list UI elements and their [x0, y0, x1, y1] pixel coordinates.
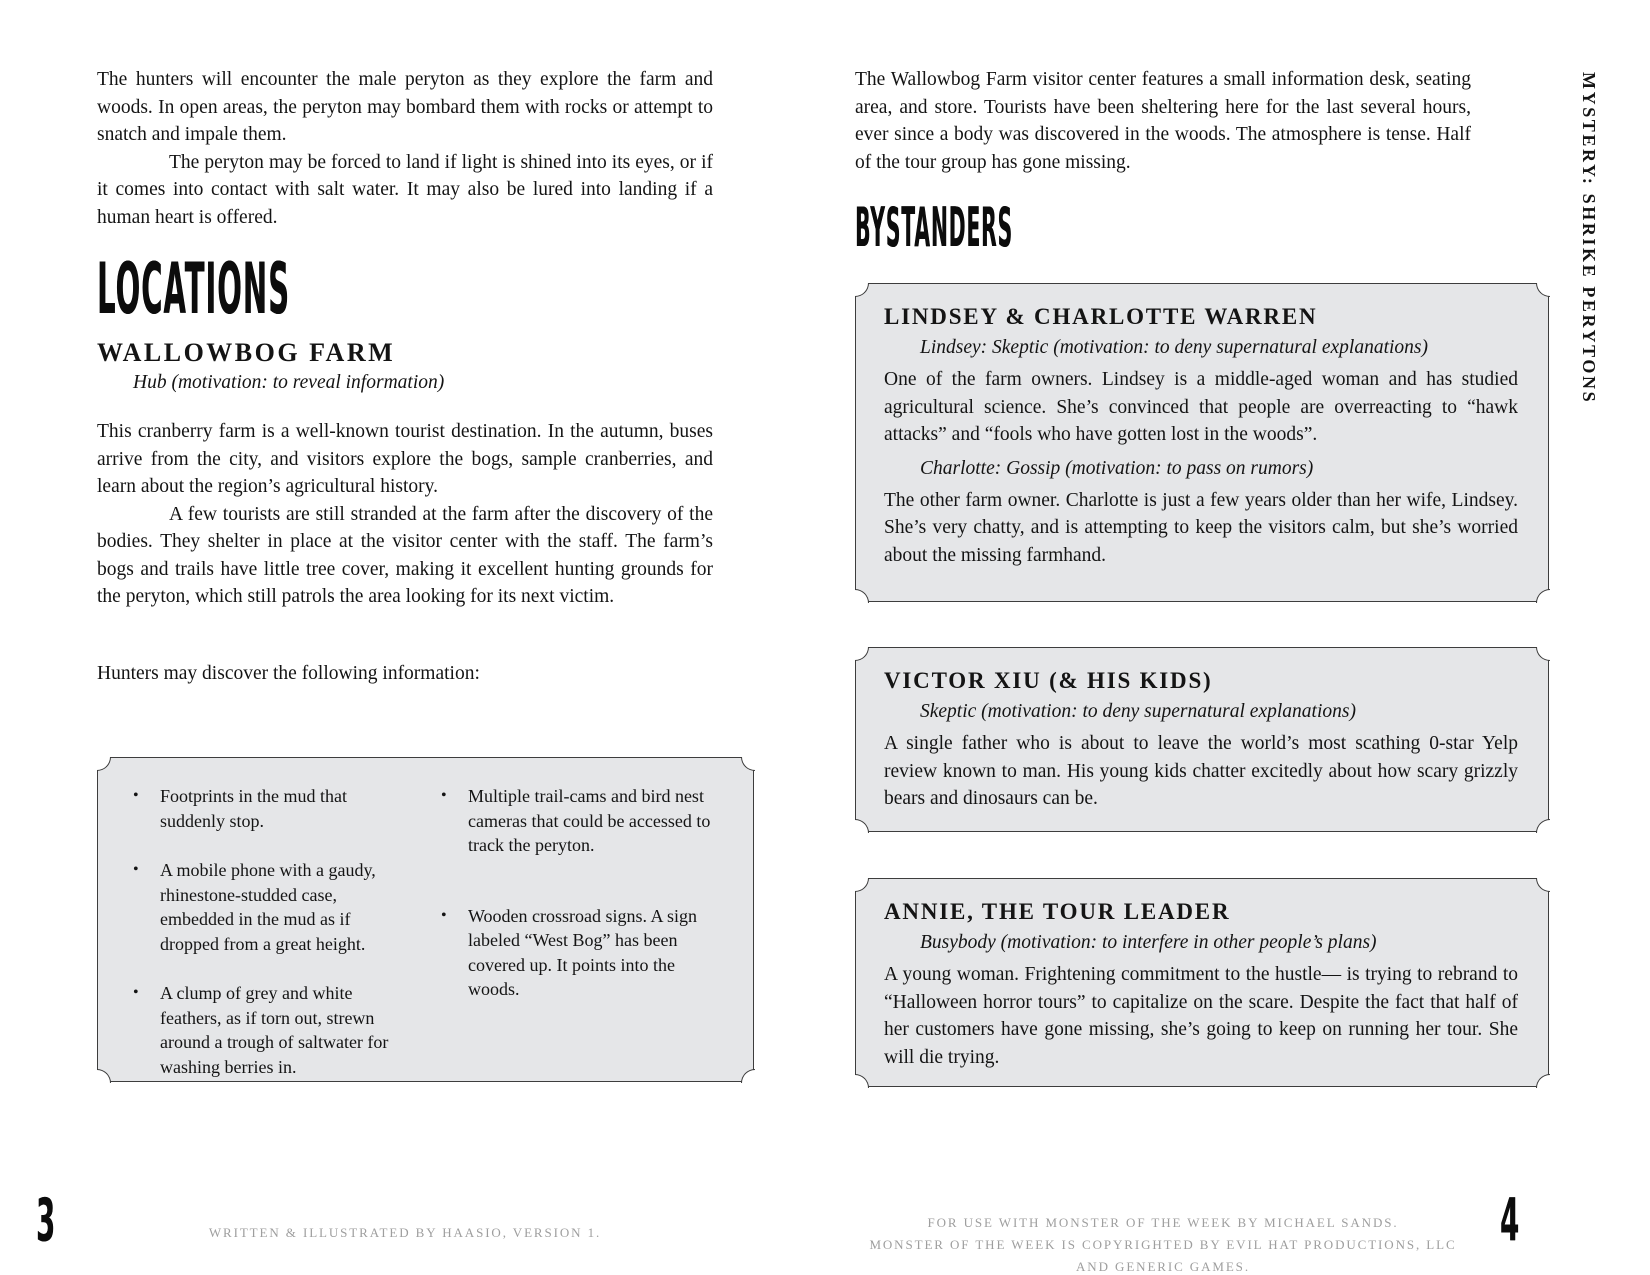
right-page-number-wrap — [1500, 1186, 1537, 1255]
bystanders-heading-wrap — [855, 195, 1214, 259]
bystander-description: A single father who is about to leave the world’s most scathing 0-star Yelp review known to man. His young kids chatter excitedly about how scary grizzly bears and dinosaurs can be. — [884, 733, 1518, 809]
right-footer — [855, 1212, 1471, 1275]
right-footer-line2: MONSTER OF THE WEEK IS COPYRIGHTED BY EVIL HAT PRODUCTIONS, LLC AND GENERIC GAMES. — [869, 1237, 1457, 1274]
bystander-description: A young woman. Frightening commitment to the hustle— is trying to rebrand to “Halloween horror tours” to capitalize on the scare. Despite the fact that half of her customers have gone missing, she’s going to keep on running her tour. She will die trying. — [884, 964, 1518, 1068]
bystander-tagline: Lindsey: Skeptic (motivation: to deny supernatural explanations) — [920, 337, 1428, 358]
bystander-name: LINDSEY & CHARLOTTE WARREN — [884, 304, 1318, 329]
clues-box — [97, 757, 754, 1082]
paragraph: A few tourists are still stranded at the farm after the discovery of the bodies. They shelter in place at the visitor center with the staff. The farm’s bogs and trails have little tree cover, making it excellent hunting grounds for the peryton, which still patrols the area looking for its next victim. — [97, 503, 713, 607]
list-item: • A mobile phone with a gaudy, rhinestone-studded case, embedded in the mud as if dropped from a great height. — [123, 858, 413, 956]
locations-heading-wrap — [97, 247, 483, 330]
clues-column-1 — [123, 784, 413, 1104]
locations-heading: LOCATIONS — [97, 247, 290, 330]
left-footer: WRITTEN & ILLUSTRATED BY HAASIO, VERSION 1. — [208, 1225, 602, 1240]
right-page-number: 4 — [1500, 1186, 1521, 1255]
list-item: • Multiple trail-cams and bird nest cameras that could be accessed to track the peryton. — [431, 784, 721, 858]
paragraph: The peryton may be forced to land if light is shined into its eyes, or if it comes into contact with salt water. It may also be lured into landing if a human heart is offered. — [97, 151, 713, 228]
right-intro: The Wallowbog Farm visitor center features a small information desk, seating area, and store. Tourists have been sheltering here for the last several hours, ever since a body was discovered in the woods. The atmosphere is tense. Half of the tour group has gone missing. — [855, 69, 1471, 173]
left-intro-paragraphs — [97, 66, 713, 231]
wallowbog-paragraphs — [97, 418, 713, 611]
bystander-name: VICTOR XIU (& HIS KIDS) — [884, 668, 1213, 693]
bystander-box-victor-xiu — [855, 647, 1549, 832]
bystander-box-annie — [855, 878, 1549, 1087]
list-item: • Footprints in the mud that suddenly stop. — [123, 784, 413, 833]
bystander-name: ANNIE, THE TOUR LEADER — [884, 899, 1231, 924]
bystander-box-lindsey-charlotte — [855, 283, 1549, 602]
bystander-tagline: Busybody (motivation: to interfere in other people’s plans) — [920, 932, 1377, 953]
box-corner-notch — [855, 589, 869, 603]
left-page-number: 3 — [36, 1186, 57, 1255]
bystander-tagline: Charlotte: Gossip (motivation: to pass on rumors) — [920, 457, 1314, 479]
bystander-description: The other farm owner. Charlotte is just a few years older than her wife, Lindsey. She’s very chatty, and is attempting to keep the visitors calm, but she’s worried about the missing farmhand. — [884, 489, 1518, 566]
wallowbog-farm-title: WALLOWBOG FARM — [97, 338, 396, 367]
box-corner-notch — [1536, 589, 1550, 603]
paragraph: This cranberry farm is a well-known tourist destination. In the autumn, buses arrive from the city, and visitors explore the bogs, sample cranberries, and learn about the region’s agricultural history. — [97, 421, 713, 497]
bystander-tagline: Skeptic (motivation: to deny supernatural explanations) — [920, 701, 1356, 722]
list-item: • A clump of grey and white feathers, as if torn out, strewn around a trough of saltwater for washing berries in. — [123, 981, 413, 1079]
bystander-description: One of the farm owners. Lindsey is a middle-aged woman and has studied agricultural science. She’s convinced that people are overreacting to “hawk attacks” and “fools who have gotten lost in the woods”. — [884, 369, 1518, 445]
clues-lead-in: Hunters may discover the following information: — [97, 663, 480, 684]
right-footer-line1: FOR USE WITH MONSTER OF THE WEEK BY MICHAEL SANDS. — [927, 1215, 1399, 1230]
wallowbog-tagline: Hub (motivation: to reveal information) — [133, 372, 445, 393]
left-page-number-wrap — [36, 1186, 73, 1255]
clues-column-2 — [431, 784, 721, 1104]
clues-columns — [98, 758, 753, 1104]
paragraph: The hunters will encounter the male peryton as they explore the farm and woods. In open areas, the peryton may bombard them with rocks or attempt to snatch and impale them. — [97, 69, 713, 145]
bystanders-heading: BYSTANDERS — [855, 195, 1013, 259]
list-item: • Wooden crossroad signs. A sign labeled “West Bog” has been covered up. It points into the woods. — [431, 904, 721, 1002]
sidebar-mystery-label: MYSTERY: SHRIKE PERYTONS — [1579, 72, 1599, 405]
